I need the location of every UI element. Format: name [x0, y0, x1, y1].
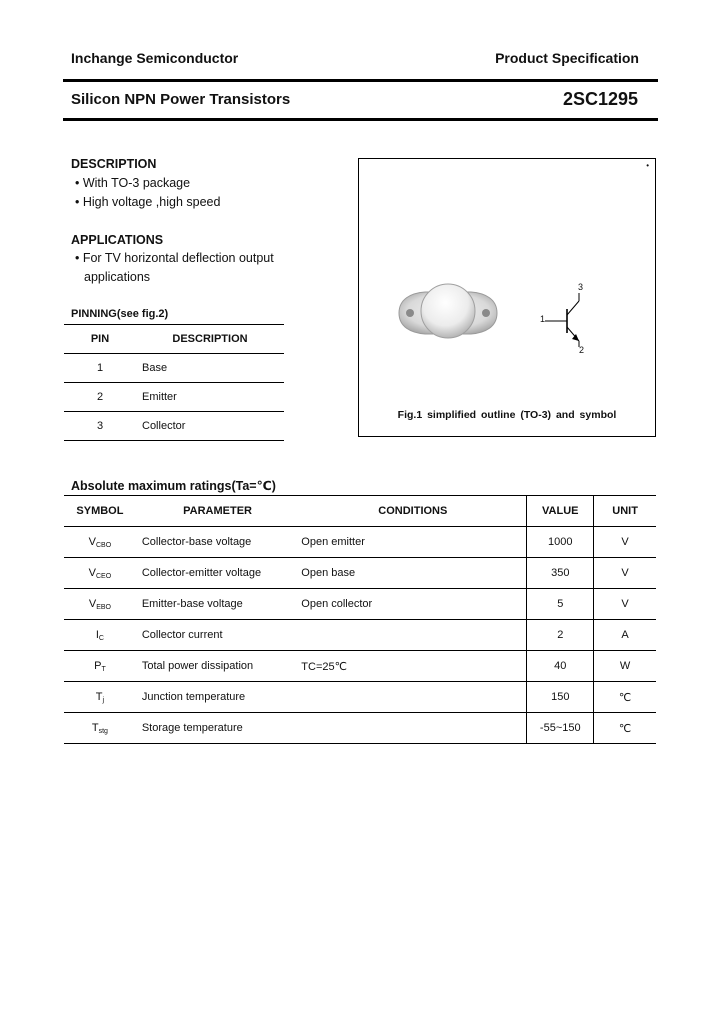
parameter-cell: Collector-base voltage: [136, 527, 299, 558]
value-cell: -55~150: [527, 713, 594, 744]
value-cell: 1000: [527, 527, 594, 558]
ratings-table: [64, 495, 656, 744]
table-row: [64, 620, 656, 651]
symbol-letter: T: [95, 690, 103, 703]
parameter-cell: Emitter-base voltage: [136, 589, 299, 620]
parameter-cell: Total power dissipation: [136, 651, 299, 682]
table-row: [64, 589, 656, 620]
pinning-title: PINNING(see fig.2): [71, 308, 169, 320]
symbol-subscript: EBO: [96, 603, 111, 611]
symbol-pin-collector: 3: [578, 282, 584, 292]
symbol-subscript: CBO: [96, 541, 112, 549]
unit-cell: W: [594, 651, 656, 682]
to3-package-image: [393, 275, 503, 351]
company-name: Inchange Semiconductor: [71, 50, 239, 66]
conditions-cell: Open base: [299, 558, 527, 589]
symbol-cell: [64, 620, 136, 651]
value-cell: 40: [527, 651, 594, 682]
symbol-letter: I: [95, 628, 99, 641]
header-rule: [63, 79, 658, 82]
figure-box: [358, 158, 656, 437]
parameter-cell: Junction temperature: [136, 682, 299, 713]
conditions-cell: [299, 682, 527, 713]
unit-cell: ℃: [594, 713, 656, 744]
pinning-table: [64, 324, 284, 441]
figure-caption: Fig.1 simplified outline (TO-3) and symbol: [397, 409, 617, 421]
table-row: [64, 651, 656, 682]
symbol-letter: V: [88, 535, 96, 548]
pin-number: 2: [64, 383, 136, 412]
pinning-header-row: [64, 325, 284, 354]
parameter-cell: Collector-emitter voltage: [136, 558, 299, 589]
table-row: [64, 383, 284, 412]
symbol-pin-emitter: 2: [579, 345, 585, 355]
value-cell: 5: [527, 589, 594, 620]
title-rule: [63, 118, 658, 121]
symbol-letter: T: [91, 721, 99, 734]
value-cell: 2: [527, 620, 594, 651]
unit-header: UNIT: [594, 496, 656, 527]
pin-description: Emitter: [136, 383, 284, 412]
symbol-subscript: stg: [98, 727, 108, 735]
unit-cell: ℃: [594, 682, 656, 713]
symbol-subscript: CEO: [96, 572, 112, 580]
symbol-cell: [64, 558, 136, 589]
description-item: • High voltage ,high speed: [75, 195, 221, 209]
table-row: [64, 412, 284, 441]
product-line: Silicon NPN Power Transistors: [71, 91, 291, 108]
table-row: [64, 527, 656, 558]
symbol-letter: V: [88, 597, 97, 610]
ratings-title: Absolute maximum ratings(Ta=℃): [71, 479, 276, 493]
applications-title: APPLICATIONS: [71, 233, 164, 247]
symbol-header: SYMBOL: [64, 496, 136, 527]
conditions-cell: Open emitter: [299, 527, 527, 558]
document-type: Product Specification: [495, 50, 639, 66]
pin-description: Base: [136, 354, 284, 383]
conditions-cell: [299, 713, 527, 744]
symbol-pin-base: 1: [540, 314, 546, 324]
value-cell: 150: [527, 682, 594, 713]
npn-transistor-symbol: [537, 279, 597, 359]
table-row: [64, 713, 656, 744]
table-row: [64, 558, 656, 589]
symbol-cell: [64, 682, 136, 713]
applications-item-cont: applications: [84, 270, 151, 284]
symbol-subscript: T: [101, 665, 106, 673]
pin-description: Collector: [136, 412, 284, 441]
value-header: VALUE: [527, 496, 594, 527]
symbol-cell: [64, 589, 136, 620]
symbol-subscript: j: [102, 696, 105, 704]
parameter-cell: Storage temperature: [136, 713, 299, 744]
figure-dot: •: [646, 161, 649, 170]
symbol-letter: P: [94, 659, 102, 672]
conditions-cell: [299, 620, 527, 651]
part-number: 2SC1295: [562, 89, 638, 109]
symbol-subscript: C: [98, 634, 104, 642]
symbol-letter: V: [88, 566, 96, 579]
symbol-cell: [64, 527, 136, 558]
unit-cell: V: [594, 527, 656, 558]
parameter-header: PARAMETER: [136, 496, 299, 527]
pin-number: 1: [64, 354, 136, 383]
applications-item: • For TV horizontal deflection output: [75, 251, 274, 265]
unit-cell: A: [594, 620, 656, 651]
pin-description-header: DESCRIPTION: [136, 325, 284, 354]
pin-header: PIN: [64, 325, 136, 354]
unit-cell: V: [594, 558, 656, 589]
symbol-cell: [64, 713, 136, 744]
pin-number: 3: [64, 412, 136, 441]
conditions-header: CONDITIONS: [299, 496, 527, 527]
conditions-cell: TC=25℃: [299, 651, 527, 682]
conditions-cell: Open collector: [299, 589, 527, 620]
description-title: DESCRIPTION: [71, 157, 157, 171]
symbol-cell: [64, 651, 136, 682]
value-cell: 350: [527, 558, 594, 589]
table-row: [64, 354, 284, 383]
unit-cell: V: [594, 589, 656, 620]
description-item: • With TO-3 package: [75, 176, 191, 190]
parameter-cell: Collector current: [136, 620, 299, 651]
table-row: [64, 682, 656, 713]
ratings-header-row: [64, 496, 656, 527]
